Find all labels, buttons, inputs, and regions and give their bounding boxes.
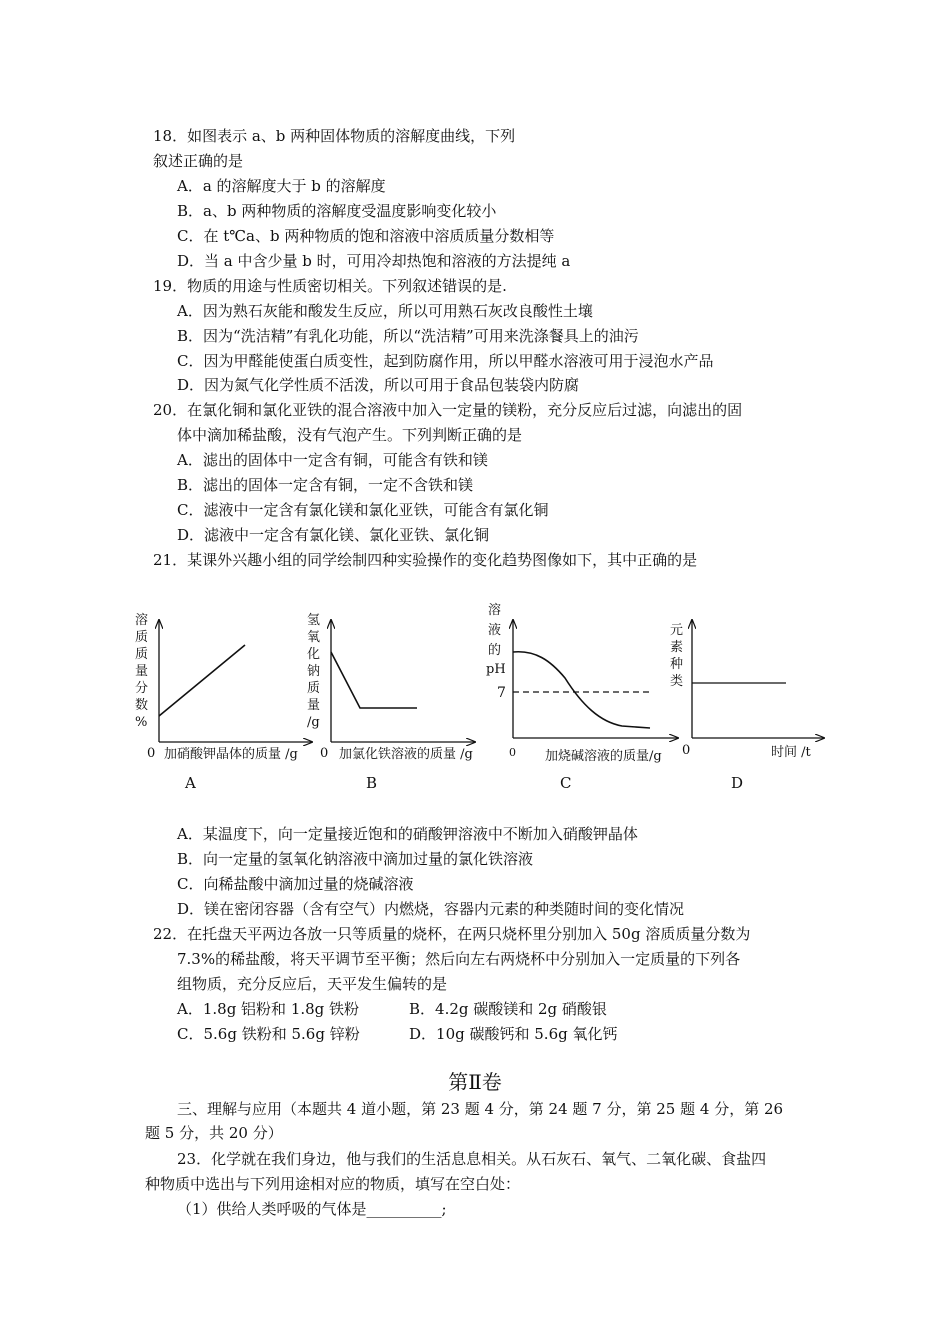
q18-stem-line2: 叙述正确的是 [153, 152, 244, 170]
graph-c-ylabel-3: 的 [488, 643, 502, 658]
graph-a-line [159, 645, 245, 716]
q18-option-c: C．在 t℃a、b 两种物质的饱和溶液中溶质质量分数相等 [177, 227, 555, 245]
q18-option-b: B．a、b 两种物质的溶解度受温度影响变化较小 [177, 202, 497, 220]
graph-b-ylabel-3: 化 [307, 647, 321, 662]
q18-option-d: D．当 a 中含少量 b 时，可用冷却热饱和溶液的方法提纯 a [177, 252, 571, 270]
q18-stem-line1: 18．如图表示 a、b 两种固体物质的溶解度曲线，下列 [153, 127, 516, 145]
graph-a-ylabel-7: % [135, 715, 148, 730]
q19-option-c: C．因为甲醛能使蛋白质变性，起到防腐作用，所以甲醛水溶液可用于浸泡水产品 [177, 352, 714, 370]
graph-b-ylabel-4: 钠 [307, 664, 321, 679]
q19-option-d: D．因为氮气化学性质不活泼，所以可用于食品包装袋内防腐 [177, 376, 580, 394]
graph-b-xlabel: 加氯化铁溶液的质量 /g [339, 747, 473, 762]
graph-a-ylabel-3: 质 [135, 647, 149, 662]
graph-c-ylabel-1: 溶 [488, 603, 502, 618]
graph-b-ylabel-1: 氢 [307, 613, 321, 628]
q21-option-c: C．向稀盐酸中滴加过量的烧碱溶液 [177, 875, 414, 893]
q20-stem-line2: 体中滴加稀盐酸，没有气泡产生。下列判断正确的是 [177, 426, 523, 444]
graph-d-ylabel-4: 类 [670, 674, 684, 689]
q21-option-d: D．镁在密闭容器（含有空气）内燃烧，容器内元素的种类随时间的变化情况 [177, 900, 685, 918]
graph-a-origin: 0 [147, 746, 156, 761]
graph-b [307, 613, 475, 792]
part2-title: 第Ⅱ卷 [448, 1070, 502, 1094]
q20-option-b: B．滤出的固体一定含有铜，一定不含铁和镁 [177, 476, 474, 494]
graph-d-xlabel: 时间 /t [771, 745, 811, 760]
q20-option-c: C．滤液中一定含有氯化镁和氯化亚铁，可能含有氯化铜 [177, 501, 549, 519]
q19-option-b: B．因为“洗洁精”有乳化功能，所以“洗洁精”可用来洗涤餐具上的油污 [177, 327, 639, 345]
graph-d-letter: D [731, 774, 744, 792]
graph-b-letter: B [366, 774, 378, 792]
graph-a-ylabel-1: 溶 [135, 613, 149, 628]
q21-option-a: A．某温度下，向一定量接近饱和的硝酸钾溶液中不断加入硝酸钾晶体 [177, 825, 638, 843]
q20-option-a: A．滤出的固体中一定含有铜，可能含有铁和镁 [177, 451, 488, 469]
graph-a-ylabel-6: 数 [135, 698, 149, 713]
q19-option-a: A．因为熟石灰能和酸发生反应，所以可用熟石灰改良酸性土壤 [177, 302, 593, 320]
q23-stem-line2: 种物质中选出与下列用途相对应的物质，填写在空白处： [145, 1175, 521, 1193]
part2-intro-line1: 三、理解与应用（本题共 4 道小题，第 23 题 4 分，第 24 题 7 分，第 25 题 4 分，第 26 [177, 1100, 784, 1118]
graph-d-ylabel-2: 素 [670, 640, 684, 655]
graph-a [135, 612, 312, 792]
graph-b-ylabel-6: 量 [307, 698, 321, 713]
graph-d-ylabel-1: 元 [670, 623, 684, 638]
graph-a-ylabel-4: 量 [135, 664, 149, 679]
q23-stem-line1: 23．化学就在我们身边，他与我们的生活息息相关。从石灰石、氧气、二氧化碳、食盐四 [177, 1150, 767, 1168]
graph-a-ylabel-5: 分 [135, 681, 149, 696]
part2-intro-line2: 题 5 分，共 20 分） [145, 1124, 283, 1142]
graph-c-letter: C [560, 774, 572, 792]
q18-option-a: A．a 的溶解度大于 b 的溶解度 [177, 177, 386, 195]
q22-stem-line2: 7.3%的稀盐酸，将天平调节至平衡；然后向左右两烧杯中分别加入一定质量的下列各 [177, 950, 741, 968]
graph-b-origin: 0 [320, 746, 329, 761]
graph-c-xlabel: 加烧碱溶液的质量/g [545, 749, 662, 764]
graph-a-xlabel: 加硝酸钾晶体的质量 /g [164, 747, 298, 762]
q22-option-d: D．10g 碳酸钙和 5.6g 氧化钙 [409, 1025, 618, 1043]
q22-option-c: C．5.6g 铁粉和 5.6g 锌粉 [177, 1025, 360, 1043]
graph-a-ylabel-2: 质 [135, 630, 149, 645]
graph-a-letter: A [185, 774, 196, 792]
graph-d-origin: 0 [682, 743, 691, 758]
q21-stem: 21．某课外兴趣小组的同学绘制四种实验操作的变化趋势图像如下，其中正确的是 [153, 551, 698, 569]
graph-b-line [331, 652, 417, 708]
q22-option-a: A．1.8g 铝粉和 1.8g 铁粉 [177, 1000, 360, 1018]
graph-c-ylabel-2: 液 [488, 623, 502, 638]
q20-option-d: D．滤液中一定含有氯化镁、氯化亚铁、氯化铜 [177, 526, 490, 544]
q22-option-b: B．4.2g 碳酸镁和 2g 硝酸银 [409, 1000, 607, 1018]
q20-stem-line1: 20．在氯化铜和氯化亚铁的混合溶液中加入一定量的镁粉，充分反应后过滤，向滤出的固 [153, 401, 743, 419]
q22-stem-line1: 22．在托盘天平两边各放一只等质量的烧杯，在两只烧杯里分别加入 50g 溶质质量分数为 [153, 925, 751, 943]
graph-b-ylabel-5: 质 [307, 681, 321, 696]
q23-sub1: （1）供给人类呼吸的气体是__________; [177, 1200, 447, 1218]
graph-c-ylabel-4: pH [486, 662, 506, 677]
graph-b-ylabel-2: 氧 [307, 630, 321, 645]
q19-stem: 19．物质的用途与性质密切相关。下列叙述错误的是. [153, 277, 507, 295]
graph-c-curve [513, 652, 650, 728]
graph-b-ylabel-7: /g [307, 715, 320, 730]
q21-option-b: B．向一定量的氢氧化钠溶液中滴加过量的氯化铁溶液 [177, 850, 534, 868]
graph-c-tick7: 7 [497, 685, 506, 701]
graph-d [670, 620, 824, 792]
graph-c [486, 602, 678, 792]
graph-c-origin: 0 [509, 746, 516, 759]
q22-stem-line3: 组物质，充分反应后，天平发生偏转的是 [177, 975, 448, 993]
graph-d-ylabel-3: 种 [670, 657, 684, 672]
